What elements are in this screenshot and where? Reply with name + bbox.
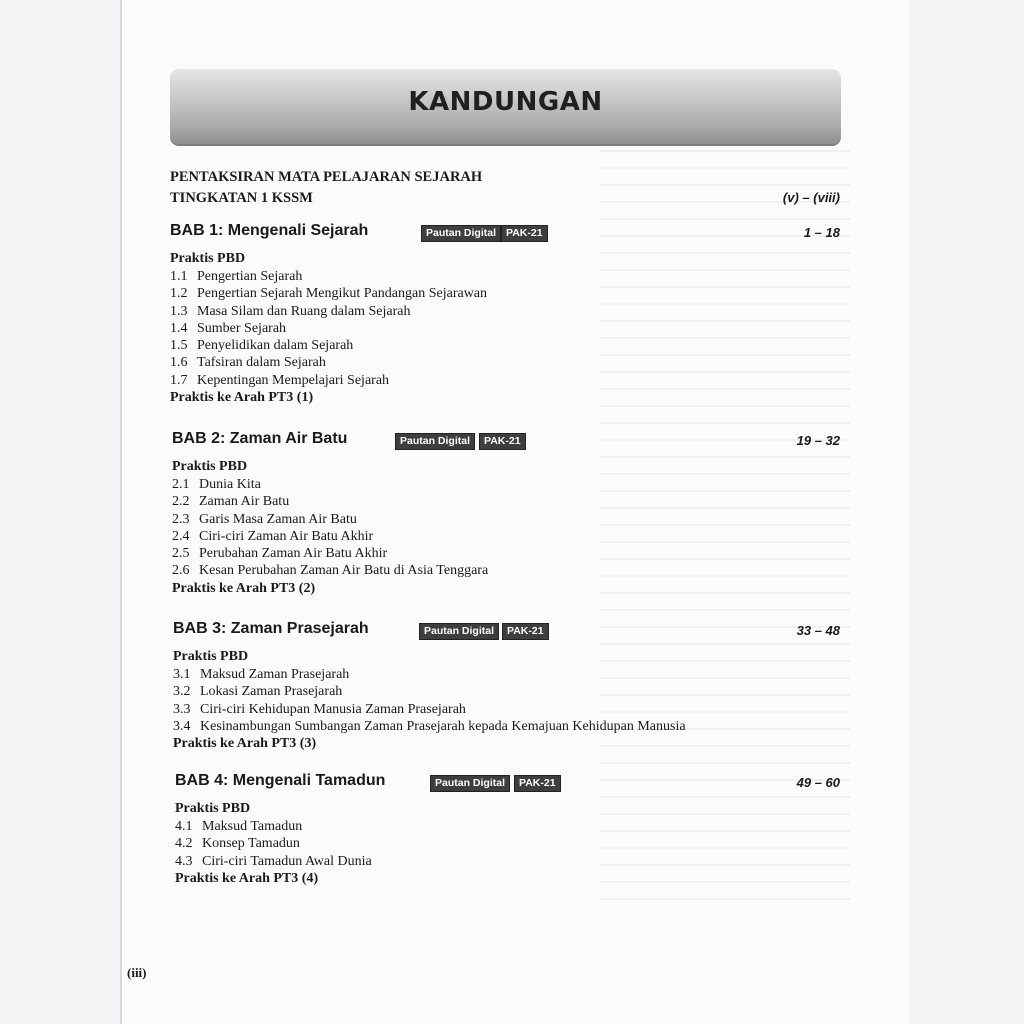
chapter-pages: 49 – 60 — [796, 775, 840, 790]
praktis-pt3: Praktis ke Arah PT3 (1) — [170, 390, 314, 406]
pak21-badge: PAK-21 — [514, 775, 561, 792]
pautan-digital-badge: Pautan Digital — [430, 775, 510, 792]
list-item: 1.1 Pengertian Sejarah — [170, 269, 303, 284]
pak21-badge: PAK-21 — [502, 623, 549, 640]
chapter-pages: 33 – 48 — [796, 623, 840, 638]
subtopic-list — [175, 818, 840, 870]
list-item: 2.3 Garis Masa Zaman Air Batu — [172, 511, 357, 527]
subtopic-list — [172, 476, 842, 580]
chapter-2 — [172, 430, 842, 598]
list-item: 3.1 Maksud Zaman Prasejarah — [173, 667, 350, 682]
chapter-pages: 19 – 32 — [796, 433, 840, 448]
praktis-pbd: Praktis PBD — [173, 649, 249, 664]
list-item: 2.1 Dunia Kita — [172, 477, 261, 492]
list-item: 2.6 Kesan Perubahan Zaman Air Batu di Asia Tenggara — [172, 563, 489, 579]
list-item: 4.2 Konsep Tamadun — [175, 836, 300, 852]
praktis-pbd: Praktis PBD — [175, 801, 251, 816]
contents-header-band — [170, 69, 841, 144]
list-item: 1.4 Sumber Sejarah — [170, 320, 287, 336]
pautan-digital-badge: Pautan Digital — [395, 433, 475, 450]
pak21-badge: PAK-21 — [501, 225, 548, 242]
chapter-1 — [170, 222, 840, 407]
subtopic-list — [173, 666, 843, 735]
chapter-3 — [173, 620, 843, 753]
praktis-pt3: Praktis ke Arah PT3 (2) — [172, 580, 316, 596]
list-item: 2.4 Ciri-ciri Zaman Air Batu Akhir — [172, 528, 374, 544]
chapter-title: BAB 3: Zaman Prasejarah — [173, 620, 369, 637]
intro-pages: (v) – (viii) — [782, 190, 840, 205]
chapter-4 — [175, 772, 840, 888]
list-item: 1.7 Kepentingan Mempelajari Sejarah — [170, 372, 390, 388]
list-item: 1.5 Penyelidikan dalam Sejarah — [170, 338, 354, 354]
list-item: 1.6 Tafsiran dalam Sejarah — [170, 355, 326, 371]
page-edge — [120, 0, 122, 1024]
list-item: 1.2 Pengertian Sejarah Mengikut Pandangan Sejarawan — [170, 286, 488, 302]
praktis-pt3: Praktis ke Arah PT3 (4) — [175, 870, 319, 886]
pautan-digital-badge: Pautan Digital — [421, 225, 501, 242]
chapter-title: BAB 1: Mengenali Sejarah — [170, 222, 369, 239]
praktis-pbd: Praktis PBD — [170, 251, 246, 266]
list-item: 2.2 Zaman Air Batu — [172, 494, 290, 510]
list-item: 4.3 Ciri-ciri Tamadun Awal Dunia — [175, 853, 372, 869]
list-item: 3.3 Ciri-ciri Kehidupan Manusia Zaman Prasejarah — [173, 701, 466, 717]
chapter-title: BAB 2: Zaman Air Batu — [172, 430, 348, 447]
pautan-digital-badge: Pautan Digital — [419, 623, 499, 640]
page-number: (iii) — [127, 965, 147, 980]
page-title: KANDUNGAN — [408, 87, 603, 117]
list-item: 4.1 Maksud Tamadun — [175, 819, 303, 834]
list-item: 2.5 Perubahan Zaman Air Batu Akhir — [172, 546, 388, 562]
chapter-pages: 1 – 18 — [803, 225, 840, 240]
list-item: 3.2 Lokasi Zaman Prasejarah — [173, 684, 343, 700]
intro-line-2 — [170, 190, 840, 207]
intro-line-1: PENTAKSIRAN MATA PELAJARAN SEJARAH — [170, 169, 483, 185]
chapter-title: BAB 4: Mengenali Tamadun — [175, 772, 386, 789]
praktis-pt3: Praktis ke Arah PT3 (3) — [173, 736, 317, 752]
praktis-pbd: Praktis PBD — [172, 459, 248, 474]
list-item: 1.3 Masa Silam dan Ruang dalam Sejarah — [170, 303, 411, 319]
pak21-badge: PAK-21 — [479, 433, 526, 450]
list-item: 3.4 Kesinambungan Sumbangan Zaman Prasejarah kepada Kemajuan Kehidupan Manusia — [173, 718, 686, 734]
intro-line-2-text: TINGKATAN 1 KSSM — [170, 190, 313, 206]
subtopic-list — [170, 268, 840, 389]
